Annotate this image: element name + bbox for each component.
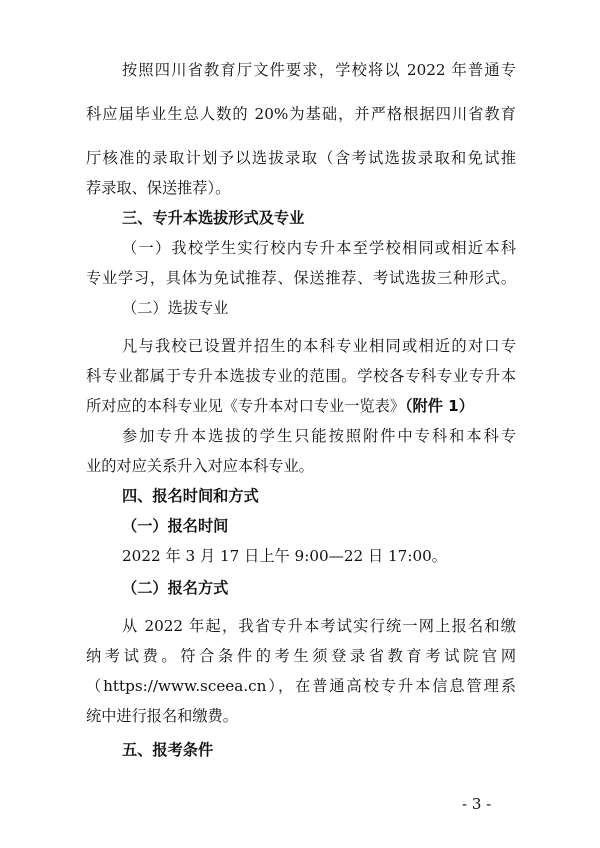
section-4-sub-2-title: （二）报名方式 [122, 579, 229, 597]
section-3-paragraph-3-line-2: 业的对应关系升入对应本科专业。 [86, 457, 314, 475]
section-3-heading: 三、专升本选拔形式及专业 [122, 209, 305, 227]
section-3-item-1-line-2: 专业学习，具体为免试推荐、保送推荐、考试选拔三种形式。 [86, 269, 516, 287]
section-4-heading: 四、报名时间和方式 [122, 487, 259, 505]
section-3-paragraph-2-line-1: 凡与我校已设置并招生的本科专业相同或相近的对口专 [122, 337, 516, 355]
paragraph-1-line-1: 按照四川省教育厅文件要求，学校将以 2022 年普通专 [122, 61, 516, 79]
section-3-paragraph-2-line-3 [86, 396, 516, 416]
section-4-sub-2-line-1: 从 2022 年起，我省专升本考试实行统一网上报名和缴 [122, 617, 516, 635]
section-4-sub-1-text: 2022 年 3 月 17 日上午 9:00—22 日 17:00。 [122, 547, 447, 565]
page-number: - 3 - [462, 795, 492, 813]
annex-reference-text: 所对应的本科专业见《专升本对口专业一览表》 [86, 397, 405, 415]
paragraph-1-line-4: 荐录取、保送推荐）。 [86, 179, 231, 197]
section-4-sub-2-line-2: 纳考试费。符合条件的考生须登录省教育考试院官网 [86, 647, 516, 665]
section-3-item-2-title: （二）选拔专业 [122, 299, 229, 317]
section-3-paragraph-3-line-1: 参加专升本选拔的学生只能按照附件中专科和本科专 [122, 427, 516, 445]
paragraph-1-line-2: 科应届毕业生总人数的 20%为基础，并严格根据四川省教育 [86, 105, 516, 123]
section-4-sub-1-title: （一）报名时间 [122, 517, 229, 535]
section-3-paragraph-2-line-2: 科专业都属于专升本选拔专业的范围。学校各专科专业专升本 [86, 367, 516, 385]
annex-1-label: （附件 1） [404, 397, 474, 415]
section-3-item-1-line-1: （一）我校学生实行校内专升本至学校相同或相近本科 [122, 239, 516, 257]
section-5-heading: 五、报考条件 [122, 741, 214, 759]
section-4-sub-2-line-3: （https://www.sceea.cn），在普通高校专升本信息管理系 [86, 677, 516, 695]
section-4-sub-2-line-4: 统中进行报名和缴费。 [86, 707, 238, 725]
paragraph-1-line-3: 厅核准的录取计划予以选拔录取（含考试选拔录取和免试推 [86, 149, 516, 167]
